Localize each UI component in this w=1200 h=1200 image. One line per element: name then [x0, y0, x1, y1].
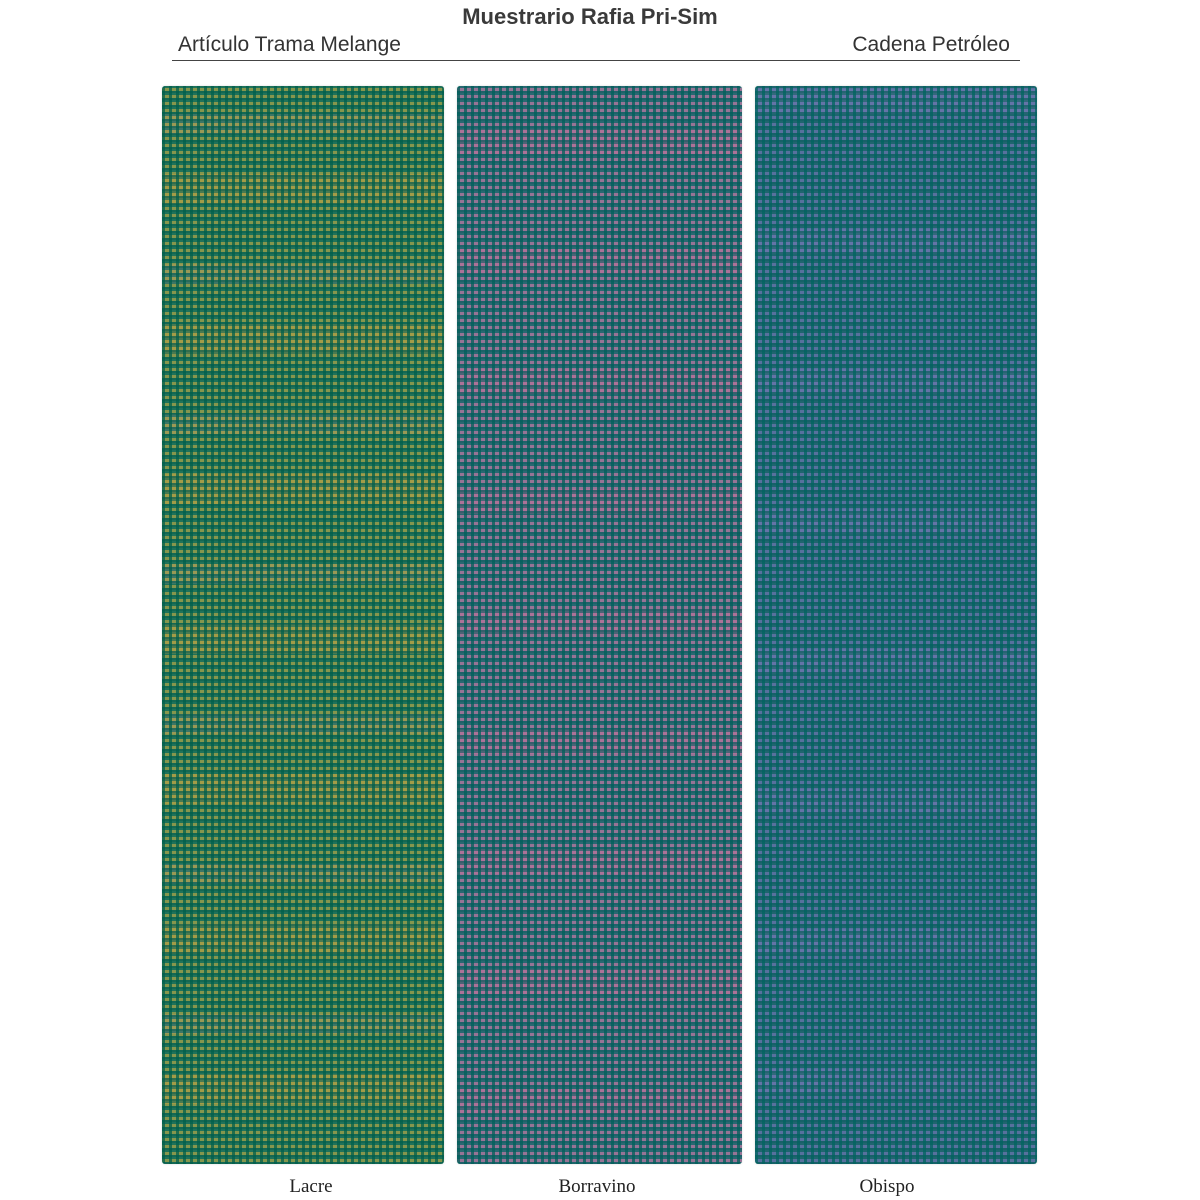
swatch-label-borravino: Borravino [558, 1176, 636, 1197]
chain-label: Cadena Petróleo [852, 33, 1010, 56]
swatch-label-lacre: Lacre [289, 1176, 333, 1197]
swatch-label-obispo: Obispo [859, 1176, 915, 1197]
fabric-swatch-lacre [162, 86, 444, 1164]
header-divider [172, 60, 1020, 61]
fabric-swatch-obispo [755, 86, 1037, 1164]
article-label: Artículo Trama Melange [178, 33, 401, 56]
fabric-swatch-borravino [457, 86, 742, 1164]
page-title: Muestrario Rafia Pri-Sim [462, 4, 718, 29]
